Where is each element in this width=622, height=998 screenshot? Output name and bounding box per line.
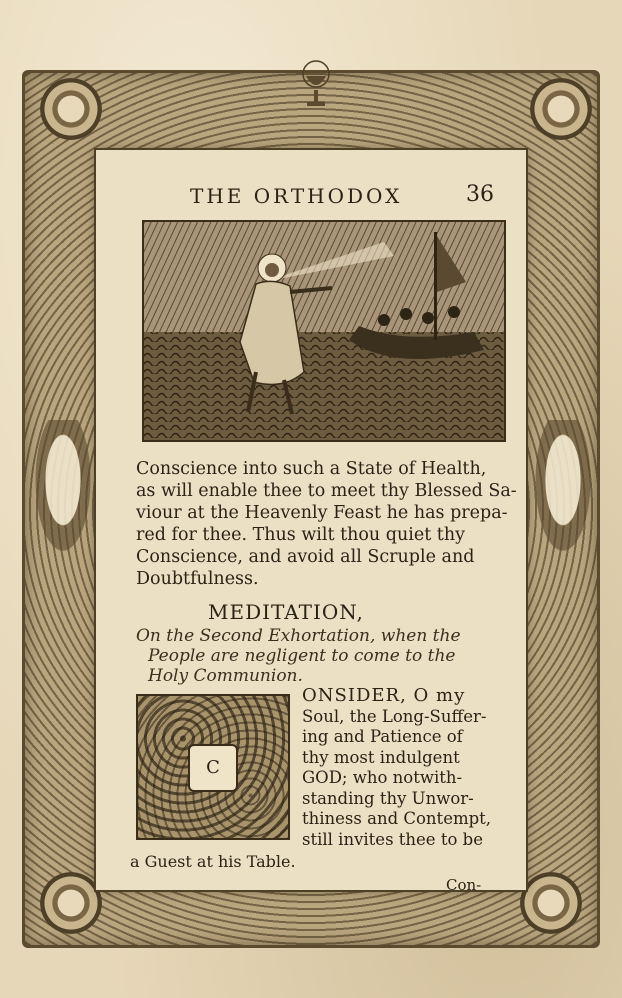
subtitle-line: People are negligent to come to the	[148, 646, 456, 666]
cap-line: GOD; who notwith-	[302, 768, 463, 787]
page-number: 36	[466, 182, 494, 207]
subtitle-line: Holy Communion.	[148, 666, 303, 686]
cap-line: ing and Patience of	[302, 727, 463, 746]
cap-line: still invites thee to be	[302, 829, 483, 849]
angel-left-icon	[28, 420, 98, 570]
cap-line: thy most indulgent	[302, 747, 460, 767]
cap-line: standing thy Unwor-	[302, 788, 474, 808]
angel-right-icon	[528, 420, 598, 570]
cap-line: Soul, the Long-Suffer-	[302, 706, 487, 726]
chalice-icon	[296, 60, 336, 112]
cap-line: thiness and Contempt,	[302, 809, 492, 828]
body-line: Doubtfulness.	[136, 569, 259, 589]
meditation-last-line: a Guest at his Table.	[130, 852, 296, 871]
cherub-corner-icon	[40, 872, 102, 934]
decorated-initial-icon	[136, 694, 290, 840]
body-line: viour at the Heavenly Feast he has prepa-	[136, 503, 508, 523]
body-line: red for thee. Thus wilt thou quiet thy	[136, 525, 465, 545]
cherub-corner-icon	[520, 872, 582, 934]
running-head-title: THE ORTHODOX	[190, 184, 403, 208]
body-line: Conscience, and avoid all Scruple and	[136, 547, 475, 567]
section-subtitle	[136, 626, 506, 686]
cherub-corner-icon	[40, 78, 102, 140]
body-line: as will enable thee to meet thy Blessed Sa-	[136, 481, 517, 501]
subtitle-line: On the Second Exhortation, when the	[136, 626, 461, 646]
engraving-illustration	[144, 222, 504, 440]
body-line: Conscience into such a State of Health,	[136, 459, 487, 479]
drop-cap-letter: C	[188, 744, 238, 792]
cap-line: ONSIDER, O my	[302, 685, 466, 706]
catchword: Con-	[446, 876, 482, 894]
cherub-corner-icon	[530, 78, 592, 140]
meditation-paragraph	[302, 686, 508, 850]
section-heading: MEDITATION,	[208, 600, 364, 624]
christ-walking-on-water-engraving	[142, 220, 506, 442]
body-paragraph	[136, 458, 517, 590]
